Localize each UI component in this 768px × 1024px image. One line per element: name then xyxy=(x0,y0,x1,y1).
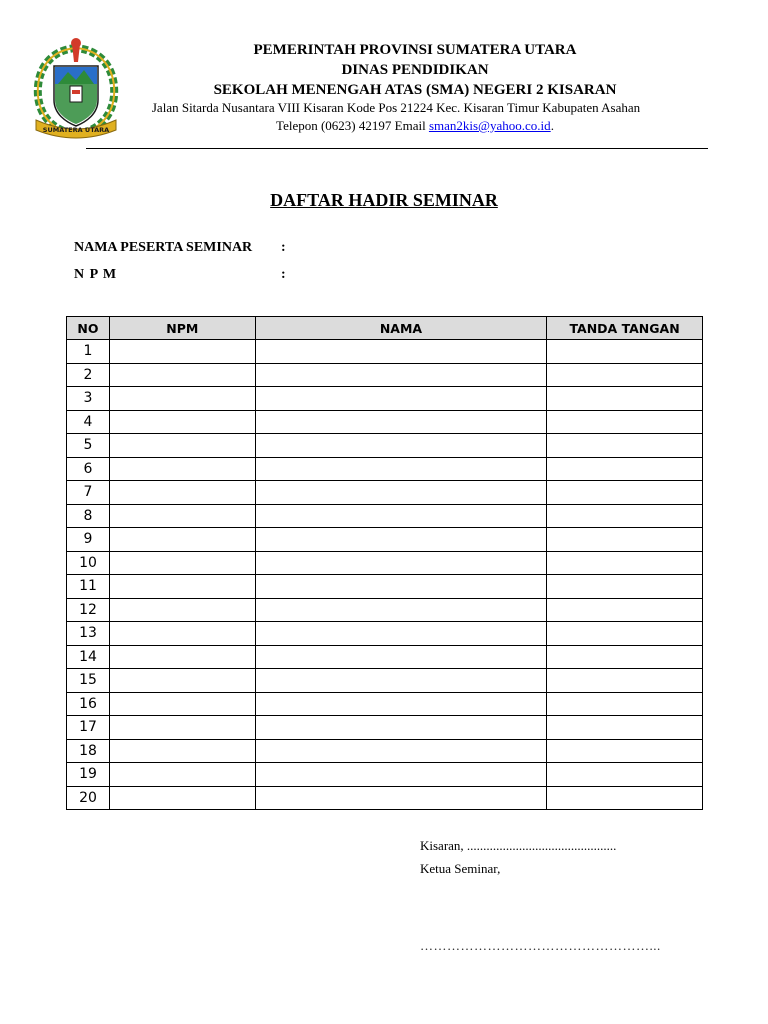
row-number: 18 xyxy=(67,739,110,763)
table-row xyxy=(67,410,703,434)
nama-cell[interactable] xyxy=(255,457,546,481)
table-row xyxy=(67,551,703,575)
header-no: NO xyxy=(67,317,110,340)
npm-cell[interactable] xyxy=(109,551,255,575)
npm-cell[interactable] xyxy=(109,481,255,505)
signature-place-date: Kisaran, .............................................. xyxy=(420,838,617,853)
npm-cell[interactable] xyxy=(109,504,255,528)
table-row xyxy=(67,763,703,787)
letterhead-department: DINAS PENDIDIKAN xyxy=(341,62,489,78)
attendance-table xyxy=(66,316,703,810)
row-number: 19 xyxy=(67,763,110,787)
signature-cell[interactable] xyxy=(547,340,703,364)
signature-cell[interactable] xyxy=(547,410,703,434)
nama-cell[interactable] xyxy=(255,434,546,458)
signature-cell[interactable] xyxy=(547,786,703,810)
npm-cell[interactable] xyxy=(109,763,255,787)
npm-cell[interactable] xyxy=(109,575,255,599)
letterhead-school: SEKOLAH MENENGAH ATAS (SMA) NEGERI 2 KISARAN xyxy=(213,82,617,98)
row-number: 13 xyxy=(67,622,110,646)
nama-cell[interactable] xyxy=(255,340,546,364)
table-header-row xyxy=(67,317,703,340)
nama-cell[interactable] xyxy=(255,598,546,622)
email-link[interactable]: sman2kis@yahoo.co.id xyxy=(428,118,551,133)
signature-cell[interactable] xyxy=(547,669,703,693)
npm-cell[interactable] xyxy=(109,387,255,411)
row-number: 4 xyxy=(67,410,110,434)
nama-cell[interactable] xyxy=(255,387,546,411)
header-npm: NPM xyxy=(109,317,255,340)
nama-cell[interactable] xyxy=(255,692,546,716)
row-number: 1 xyxy=(67,340,110,364)
header-nama: NAMA xyxy=(255,317,546,340)
npm-cell[interactable] xyxy=(109,692,255,716)
nama-cell[interactable] xyxy=(255,739,546,763)
row-number: 17 xyxy=(67,716,110,740)
row-number: 9 xyxy=(67,528,110,552)
phone-text: Telepon (0623) 42197 Email xyxy=(276,118,426,133)
nama-cell[interactable] xyxy=(255,528,546,552)
field-colon-npm: : xyxy=(281,267,286,282)
table-row xyxy=(67,692,703,716)
npm-cell[interactable] xyxy=(109,669,255,693)
logo-banner-text: SUMATERA UTARA xyxy=(42,126,110,134)
table-row xyxy=(67,598,703,622)
header-tanda-tangan: TANDA TANGAN xyxy=(547,317,703,340)
field-colon-participant-name: : xyxy=(281,240,286,255)
row-number: 10 xyxy=(67,551,110,575)
table-row xyxy=(67,363,703,387)
npm-cell[interactable] xyxy=(109,528,255,552)
npm-cell[interactable] xyxy=(109,457,255,481)
npm-cell[interactable] xyxy=(109,434,255,458)
row-number: 12 xyxy=(67,598,110,622)
letterhead-address: Jalan Sitarda Nusantara VIII Kisaran Kode Pos 21224 Kec. Kisaran Timur Kabupaten Asahan xyxy=(151,100,641,115)
letterhead-divider xyxy=(86,148,708,149)
row-number: 11 xyxy=(67,575,110,599)
row-number: 16 xyxy=(67,692,110,716)
signature-role: Ketua Seminar, xyxy=(420,861,501,876)
attendance-rows xyxy=(67,340,703,810)
npm-cell[interactable] xyxy=(109,410,255,434)
npm-cell[interactable] xyxy=(109,716,255,740)
signature-cell[interactable] xyxy=(547,434,703,458)
table-row xyxy=(67,622,703,646)
signature-cell[interactable] xyxy=(547,575,703,599)
nama-cell[interactable] xyxy=(255,551,546,575)
nama-cell[interactable] xyxy=(255,763,546,787)
row-number: 3 xyxy=(67,387,110,411)
signature-cell[interactable] xyxy=(547,528,703,552)
signature-cell[interactable] xyxy=(547,622,703,646)
signature-cell[interactable] xyxy=(547,763,703,787)
npm-cell[interactable] xyxy=(109,622,255,646)
table-row xyxy=(67,434,703,458)
signature-cell[interactable] xyxy=(547,387,703,411)
nama-cell[interactable] xyxy=(255,669,546,693)
row-number: 8 xyxy=(67,504,110,528)
table-row xyxy=(67,340,703,364)
table-row xyxy=(67,645,703,669)
signature-cell[interactable] xyxy=(547,739,703,763)
table-row xyxy=(67,528,703,552)
npm-cell[interactable] xyxy=(109,363,255,387)
nama-cell[interactable] xyxy=(255,481,546,505)
table-row xyxy=(67,786,703,810)
npm-cell[interactable] xyxy=(109,645,255,669)
table-row xyxy=(67,669,703,693)
npm-cell[interactable] xyxy=(109,340,255,364)
row-number: 2 xyxy=(67,363,110,387)
signature-line: ……………………………………………... xyxy=(420,938,661,953)
npm-cell[interactable] xyxy=(109,598,255,622)
table-row xyxy=(67,575,703,599)
row-number: 7 xyxy=(67,481,110,505)
row-number: 6 xyxy=(67,457,110,481)
signature-cell[interactable] xyxy=(547,645,703,669)
signature-cell[interactable] xyxy=(547,363,703,387)
signature-cell[interactable] xyxy=(547,551,703,575)
row-number: 14 xyxy=(67,645,110,669)
row-number: 15 xyxy=(67,669,110,693)
document-title: DAFTAR HADIR SEMINAR xyxy=(270,190,498,210)
row-number: 5 xyxy=(67,434,110,458)
table-row xyxy=(67,481,703,505)
row-number: 20 xyxy=(67,786,110,810)
table-row xyxy=(67,457,703,481)
signature-cell[interactable] xyxy=(547,457,703,481)
table-row xyxy=(67,739,703,763)
letterhead-government: PEMERINTAH PROVINSI SUMATERA UTARA xyxy=(253,42,577,58)
table-row xyxy=(67,504,703,528)
nama-cell[interactable] xyxy=(255,645,546,669)
nama-cell[interactable] xyxy=(255,504,546,528)
signature-cell[interactable] xyxy=(547,598,703,622)
npm-cell[interactable] xyxy=(109,786,255,810)
nama-cell[interactable] xyxy=(255,786,546,810)
field-label-participant-name: NAMA PESERTA SEMINAR xyxy=(74,240,253,255)
signature-cell[interactable] xyxy=(547,481,703,505)
letterhead-contact xyxy=(100,118,730,134)
field-label-npm: N P M xyxy=(74,267,118,282)
table-row xyxy=(67,387,703,411)
signature-cell[interactable] xyxy=(547,692,703,716)
nama-cell[interactable] xyxy=(255,575,546,599)
signature-cell[interactable] xyxy=(547,504,703,528)
nama-cell[interactable] xyxy=(255,716,546,740)
npm-cell[interactable] xyxy=(109,739,255,763)
nama-cell[interactable] xyxy=(255,363,546,387)
signature-cell[interactable] xyxy=(547,716,703,740)
nama-cell[interactable] xyxy=(255,410,546,434)
nama-cell[interactable] xyxy=(255,622,546,646)
email-suffix: . xyxy=(550,118,554,133)
table-row xyxy=(67,716,703,740)
